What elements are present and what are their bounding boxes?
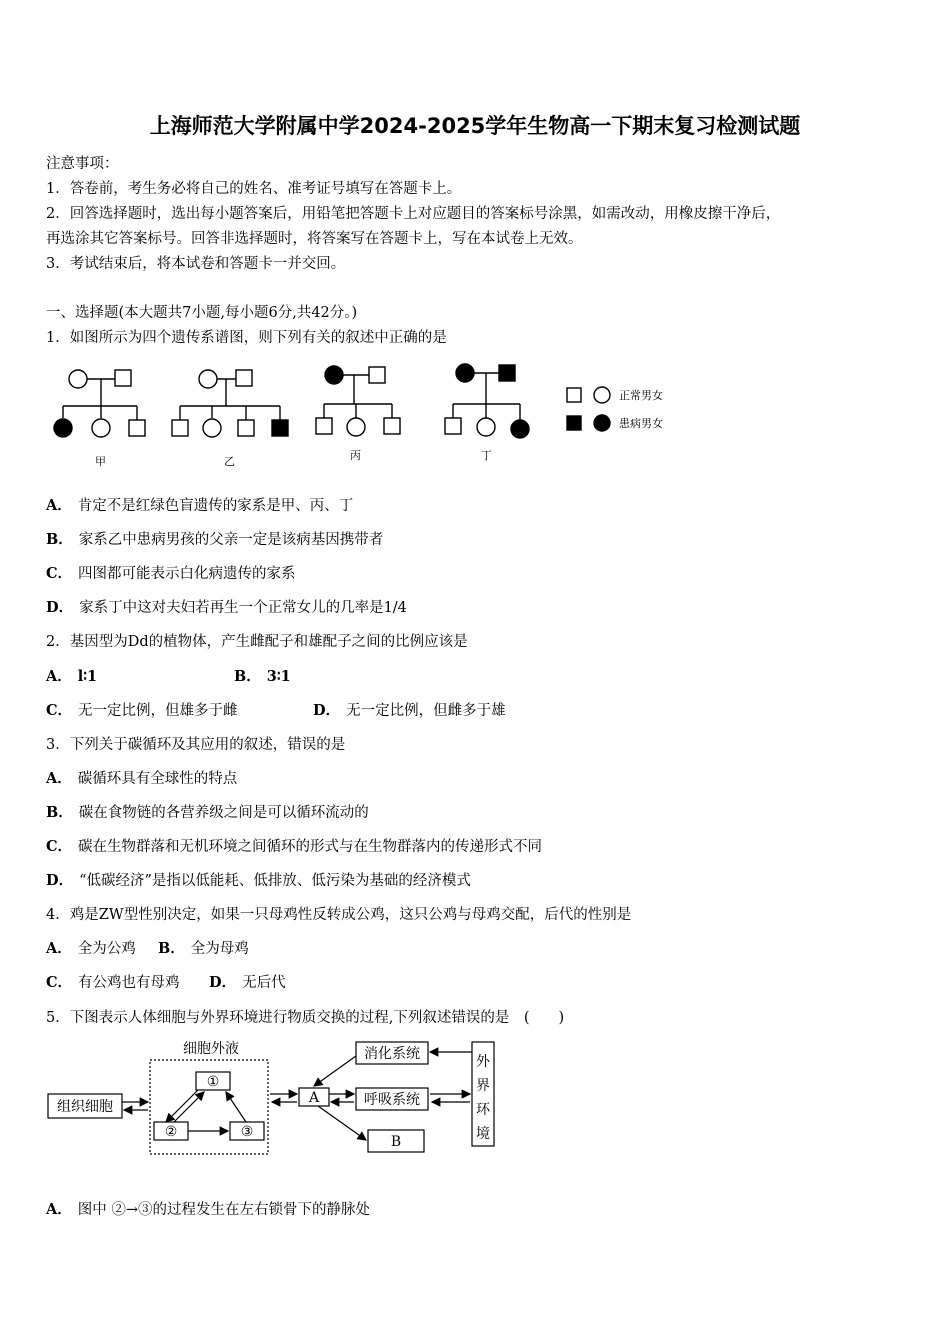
q1-option-a: A． 肯定不是红绿色盲遗传的家系是甲、丙、丁: [46, 497, 354, 514]
external-env-char-3: 环: [476, 1102, 490, 1118]
q1-option-b: B． 家系乙中患病男孩的父亲一定是该病基因携带者: [46, 531, 384, 548]
q3-option-c: C． 碳在生物群落和无机环境之间循环的形式与在生物群落内的传递形式不同: [46, 838, 543, 855]
external-env-char-4: 境: [476, 1126, 490, 1142]
material-exchange-diagram: [46, 1036, 496, 1160]
q3-option-d: D． “低碳经济”是指以低能耗、低排放、低污染为基础的经济模式: [46, 872, 471, 889]
question-3-stem: 3．下列关于碳循环及其应用的叙述，错误的是: [46, 737, 346, 753]
node-2: ②: [164, 1124, 178, 1140]
section-heading: 一、选择题(本大题共7小题,每小题6分,共42分。): [46, 305, 358, 321]
digestive-system-label: 消化系统: [364, 1046, 420, 1062]
pedigree-jia: [54, 370, 145, 437]
q4-option-a: A． 全为公鸡: [46, 940, 136, 957]
notice-item-2-line-2: 再选涂其它答案标号。回答非选择题时，将答案写在答题卡上，写在本试卷上无效。: [46, 231, 583, 247]
legend-normal-label: 正常男女: [619, 389, 663, 402]
q4-option-c: C． 有公鸡也有母鸡: [46, 974, 180, 991]
node-a: A: [308, 1090, 320, 1106]
q3-option-b: B． 碳在食物链的各营养级之间是可以循环流动的: [46, 804, 369, 821]
node-b: B: [390, 1134, 402, 1150]
q1-option-c: C． 四图都可能表示白化病遗传的家系: [46, 565, 296, 582]
node-3: ③: [240, 1124, 254, 1140]
q1-option-d: D． 家系丁中这对夫妇若再生一个正常女儿的几率是1/4: [46, 599, 407, 616]
external-env-char-2: 界: [476, 1078, 490, 1094]
external-env-char-1: 外: [476, 1054, 490, 1070]
tissue-cells-label: 组织细胞: [57, 1099, 113, 1115]
pedigree-ding: [445, 364, 529, 438]
pedigree-label-ding: 丁: [481, 449, 492, 462]
pedigree-legend: [567, 387, 610, 431]
q2-option-b: B． 3∶1: [234, 668, 291, 685]
q2-option-c: C． 无一定比例，但雄多于雌: [46, 702, 238, 719]
pedigree-figure: [48, 362, 678, 470]
page-title: 上海师范大学附属中学2024-2025学年生物高一下期末复习检测试题: [149, 114, 801, 138]
q3-option-a: A． 碳循环具有全球性的特点: [46, 770, 238, 787]
q4-option-d: D． 无后代: [209, 974, 286, 991]
question-1-stem: 1．如图所示为四个遗传系谱图，则下列有关的叙述中正确的是: [46, 330, 447, 346]
notice-item-1: 1．答卷前，考生务必将自己的姓名、准考证号填写在答题卡上。: [46, 181, 462, 197]
pedigree-label-jia: 甲: [95, 455, 106, 468]
legend-affected-label: 患病男女: [619, 417, 663, 430]
pedigree-label-yi: 乙: [224, 455, 235, 468]
q4-option-b: B． 全为母鸡: [158, 940, 249, 957]
q2-option-a: A． l∶1: [46, 668, 98, 685]
respiratory-system-label: 呼吸系统: [364, 1092, 420, 1108]
node-1: ①: [206, 1074, 220, 1090]
pedigree-yi: [172, 370, 288, 437]
pedigree-bing: [316, 366, 400, 436]
pedigree-label-bing: 丙: [350, 449, 361, 462]
question-4-stem: 4．鸡是ZW型性别决定，如果一只母鸡性反转成公鸡，这只公鸡与母鸡交配，后代的性别是: [46, 907, 632, 923]
notice-heading: 注意事项：: [46, 156, 119, 172]
q5-option-a: A． 图中 ②→③的过程发生在左右锁骨下的静脉处: [46, 1201, 371, 1218]
notice-item-2-line-1: 2．回答选择题时，选出每小题答案后，用铅笔把答题卡上对应题目的答案标号涂黑，如需改动，用橡皮擦干净后，: [46, 206, 781, 222]
extracellular-label: 细胞外液: [183, 1041, 239, 1057]
question-5-stem: 5．下图表示人体细胞与外界环境进行物质交换的过程,下列叙述错误的是 ( ): [46, 1010, 565, 1026]
notice-item-3: 3．考试结束后，将本试卷和答题卡一并交回。: [46, 256, 346, 272]
question-2-stem: 2．基因型为Dd的植物体，产生雌配子和雄配子之间的比例应该是: [46, 634, 468, 650]
q2-option-d: D． 无一定比例，但雌多于雄: [313, 702, 506, 719]
